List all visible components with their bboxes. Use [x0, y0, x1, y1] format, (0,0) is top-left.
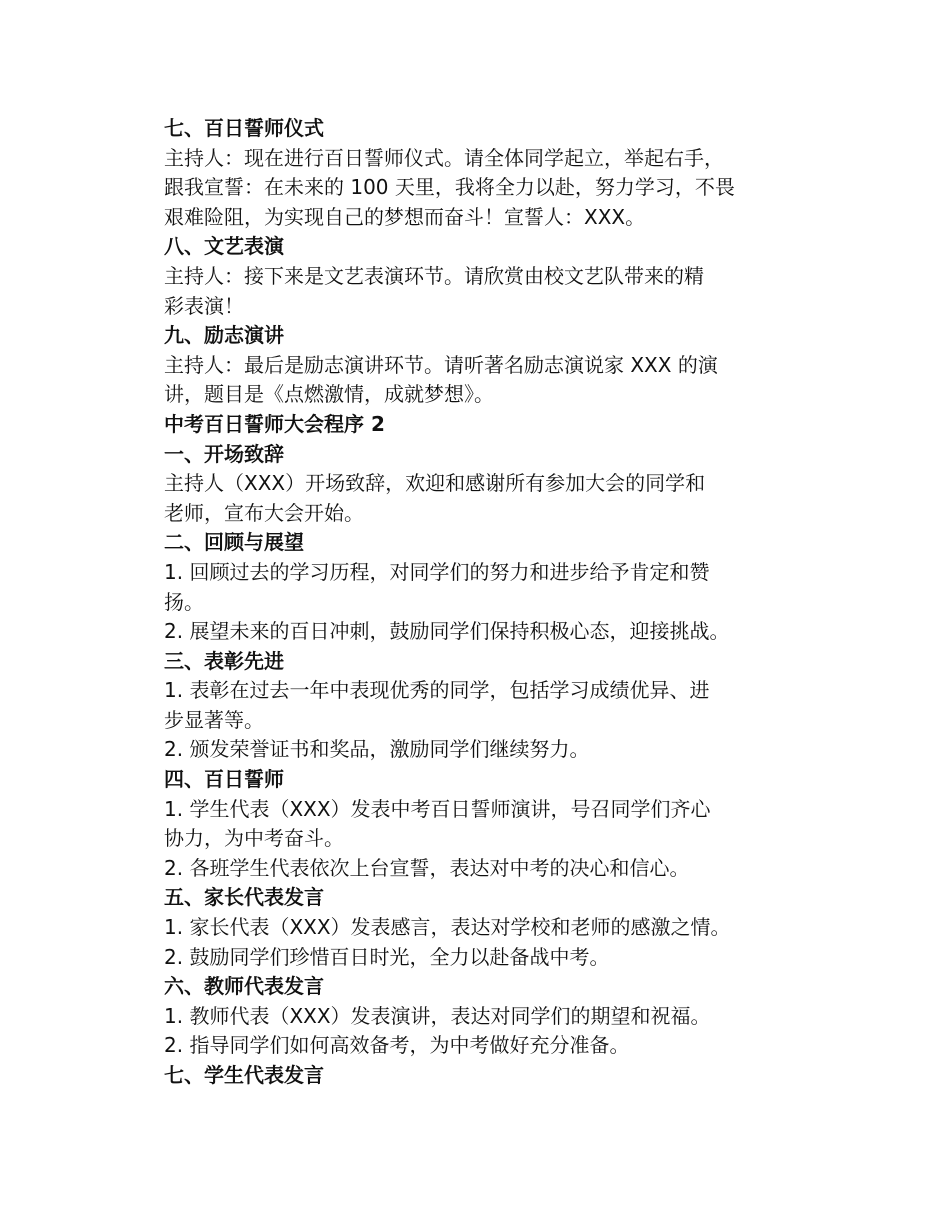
section-heading: 二、回顾与展望: [164, 530, 304, 555]
section-heading: 七、学生代表发言: [164, 1063, 324, 1087]
body-text-line: 2. 鼓励同学们珍惜百日时光，全力以赴备战中考。: [164, 944, 610, 969]
body-text-line: 老师，宣布大会开始。: [164, 500, 364, 525]
body-text-line: 主持人（XXX）开场致辞，欢迎和感谢所有参加大会的同学和: [164, 471, 706, 496]
body-text-line: 1. 家长代表（XXX）发表感言，表达对学校和老师的感激之情。: [164, 915, 731, 940]
body-text-line: 扬。: [164, 589, 204, 614]
body-text-line: 彩表演！: [164, 293, 244, 318]
section-heading: 四、百日誓师: [164, 767, 284, 792]
document-page: [164, 114, 794, 1091]
body-text-line: 2. 各班学生代表依次上台宣誓，表达对中考的决心和信心。: [164, 855, 690, 880]
body-text-line: 1. 回顾过去的学习历程，对同学们的努力和进步给予肯定和赞: [164, 559, 710, 584]
section-heading: 七、百日誓师仪式: [164, 116, 324, 140]
section-heading: 一、开场致辞: [164, 441, 284, 466]
body-text-line: 2. 颁发荣誉证书和奖品，激励同学们继续努力。: [164, 737, 590, 762]
section-heading: 中考百日誓师大会程序 2: [164, 411, 385, 436]
body-text-line: 2. 展望未来的百日冲刺，鼓励同学们保持积极心态，迎接挑战。: [164, 619, 730, 644]
body-text-line: 跟我宣誓：在未来的 100 天里，我将全力以赴，努力学习，不畏: [164, 175, 735, 200]
body-text-line: 讲，题目是《点燃激情，成就梦想》。: [164, 382, 494, 407]
body-text-line: 2. 指导同学们如何高效备考，为中考做好充分准备。: [164, 1033, 630, 1058]
body-text-line: 1. 教师代表（XXX）发表演讲，表达对同学们的期望和祝福。: [164, 1003, 711, 1028]
body-text-line: 步显著等。: [164, 707, 264, 732]
body-text-line: 主持人：接下来是文艺表演环节。请欣赏由校文艺队带来的精: [164, 263, 704, 288]
body-text-line: 1. 学生代表（XXX）发表中考百日誓师演讲，号召同学们齐心: [164, 796, 711, 821]
section-heading: 六、教师代表发言: [164, 974, 324, 999]
body-text-line: 主持人：现在进行百日誓师仪式。请全体同学起立，举起右手，: [164, 145, 724, 170]
section-heading: 九、励志演讲: [164, 323, 284, 348]
body-text-line: 1. 表彰在过去一年中表现优秀的同学，包括学习成绩优异、进: [164, 678, 710, 703]
section-heading: 三、表彰先进: [164, 648, 284, 673]
body-text-line: 艰难险阻，为实现自己的梦想而奋斗！宣誓人：XXX。: [164, 204, 646, 229]
body-text-line: 主持人：最后是励志演讲环节。请听著名励志演说家 XXX 的演: [164, 352, 718, 377]
section-heading: 五、家长代表发言: [164, 885, 324, 910]
section-heading: 八、文艺表演: [164, 234, 284, 259]
body-text-line: 协力，为中考奋斗。: [164, 826, 344, 851]
